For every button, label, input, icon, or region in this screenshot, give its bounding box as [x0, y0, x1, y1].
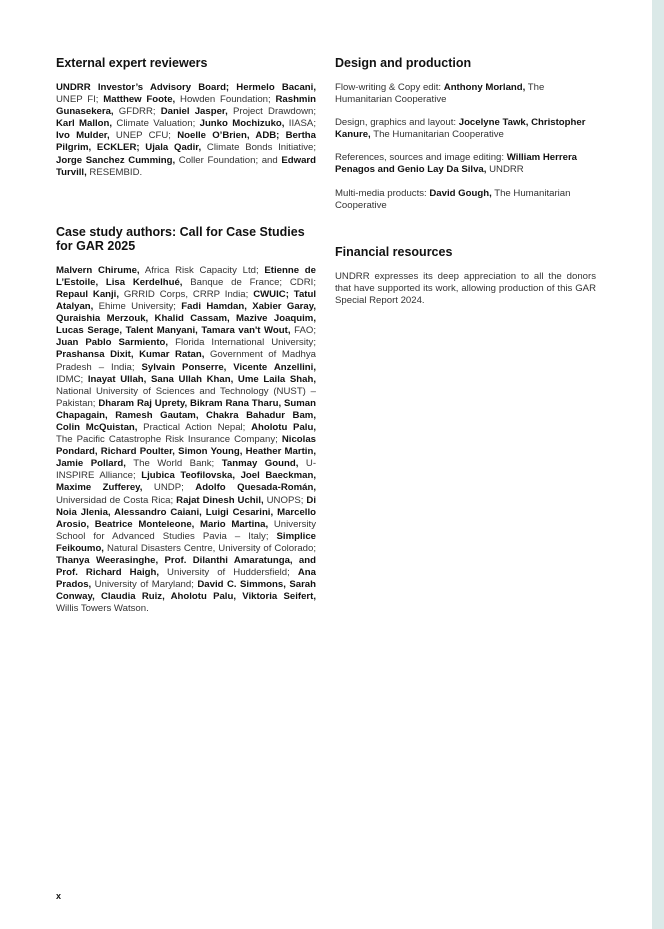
external-reviewers-text	[56, 82, 316, 179]
contributor-names: Matthew Foote,	[103, 94, 176, 106]
contributor-names: Jorge Sanchez Cumming,	[56, 154, 176, 166]
contributor-affiliation: Practical Action Nepal;	[137, 421, 252, 433]
contributor-names: Junko Mochizuko,	[199, 118, 285, 130]
external-reviewers-section	[56, 56, 316, 179]
contributor-names: Ana Prados,	[56, 567, 316, 591]
right-column	[335, 56, 596, 307]
contributor-affiliation: GRRID Corps, CRRP India;	[119, 288, 254, 300]
contributor-names: CWUIC; Tatul Atalyan,	[56, 288, 316, 313]
contributor-affiliation: UNEP CFU;	[109, 130, 178, 142]
contributor-names: Fadi Hamdan, Xabier Garay, Quraishia Merzouk, Khalid Cassam, Mazive Joaquim, Lucas Serage, Talent Manyani, Tamara van't Wout,	[56, 301, 317, 337]
contributor-names: Karl Mallon,	[56, 118, 113, 130]
contributor-affiliation: University of Huddersfield;	[159, 567, 298, 579]
external-reviewers-heading: External expert reviewers	[56, 56, 208, 70]
design-section	[335, 56, 596, 212]
contributor-names: Daniel Jasper,	[160, 106, 228, 118]
contributor-affiliation: Climate Bonds Initiative;	[201, 142, 316, 154]
financial-heading: Financial resources	[335, 244, 453, 259]
contributor-affiliation: UNOPS;	[263, 494, 307, 506]
contributor-names: Sylvain Ponserre, Vicente Anzellini,	[141, 361, 316, 373]
design-item	[335, 188, 596, 212]
contributor-names: Adolfo Quesada-Román,	[195, 482, 317, 494]
design-affil: The Humanitarian Cooperative	[335, 187, 571, 211]
contributor-names: Aholotu Palu,	[251, 421, 316, 433]
contributor-affiliation: Florida International University;	[168, 337, 316, 349]
contributor-affiliation: FAO;	[290, 325, 316, 337]
contributor-affiliation: The World Bank;	[125, 458, 222, 470]
contributor-names: UNDRR Investor’s Advisory Board; Hermelo Bacani,	[56, 82, 316, 93]
design-item	[335, 117, 596, 141]
design-role: Multi-media products:	[335, 187, 430, 199]
design-names: Jocelyne Tawk, Christopher Kanure,	[335, 117, 586, 141]
design-item	[335, 152, 596, 176]
contributor-affiliation: Willis Towers Watson.	[56, 603, 149, 615]
contributor-names: Rajat Dinesh Uchil,	[176, 494, 264, 506]
contributor-affiliation: Ehime University;	[93, 301, 182, 313]
contributor-affiliation: IIASA;	[284, 118, 316, 130]
case-study-heading: Case study authors: Call for Case Studies for GAR 2025	[56, 224, 305, 253]
design-heading: Design and production	[335, 56, 472, 70]
contributor-affiliation: U-INSPIRE Alliance;	[56, 458, 317, 482]
contributor-names: Di Noia Jlenia, Alessandro Caiani, Luigi Cesarini, Marcello Arosio, Beatrice Monteleone, Mario Martina,	[56, 494, 316, 530]
contributor-names: Thanya Weerasinghe, Prof. Dilanthi Amaratunga, and Prof. Richard Haigh,	[56, 555, 316, 579]
contributor-names: Prashansa Dixit, Kumar Ratan,	[56, 349, 205, 361]
contributor-affiliation: University School for Advanced Studies Pavia – Italy;	[56, 518, 316, 542]
contributor-names: Edward Turvill,	[56, 154, 316, 178]
design-names: William Herrera Penagos and Genio Lay Da Silva,	[335, 152, 578, 176]
contributor-affiliation: UNDP;	[142, 482, 196, 494]
contributor-names: David C. Simmons, Sarah Conway, Claudia Ruiz, Aholotu Palu, Viktoria Seifert,	[56, 579, 316, 603]
design-names: Anthony Morland,	[443, 82, 526, 93]
contributor-names: Tanmay Gound,	[221, 458, 299, 470]
contributor-affiliation: Government of Madhya Pradesh – India;	[56, 349, 316, 373]
design-item	[335, 82, 596, 106]
design-affil: The Humanitarian Cooperative	[370, 129, 504, 141]
contributor-names: Inayat Ullah, Sana Ullah Khan, Ume Laila Shah,	[87, 373, 316, 385]
design-role: References, sources and image editing:	[335, 152, 507, 164]
financial-section	[335, 245, 596, 307]
contributor-names: Malvern Chirume,	[56, 264, 140, 276]
design-affil: UNDRR	[486, 164, 524, 176]
contributor-affiliation: Banque de France; CDRI;	[182, 276, 316, 288]
contributor-affiliation: Natural Disasters Centre, University of Colorado;	[103, 542, 316, 554]
contributor-affiliation: University of Maryland;	[91, 579, 198, 591]
contributor-affiliation: Africa Risk Capacity Ltd;	[139, 264, 265, 276]
contributor-names: Rashmin Gunasekera,	[56, 94, 316, 118]
contributor-names: Repaul Kanji,	[56, 288, 120, 300]
design-role: Flow-writing & Copy edit:	[335, 82, 444, 93]
contributor-names: Ivo Mulder,	[56, 130, 110, 142]
left-column	[56, 56, 316, 625]
contributor-names: Dharam Raj Uprety, Bikram Rana Tharu, Suman Chapagain, Ramesh Gautam, Chakra Bahadur Bam, Colin McQuistan,	[56, 397, 316, 433]
case-study-section	[56, 225, 316, 616]
contributor-affiliation: Universidad de Costa Rica;	[56, 494, 177, 506]
design-names: David Gough,	[429, 187, 492, 199]
contributor-names: Noelle O’Brien, ADB; Bertha Pilgrim, ECKLER; Ujala Qadir,	[56, 130, 316, 154]
contributor-affiliation: Howden Foundation;	[175, 94, 276, 106]
contributor-affiliation: UNEP FI;	[56, 94, 104, 106]
contributor-names: Nicolas Pondard, Richard Poulter, Simon Young, Heather Martin, Jamie Pollard,	[56, 434, 316, 470]
contributor-names: Juan Pablo Sarmiento,	[56, 337, 169, 349]
contributor-affiliation: IDMC;	[56, 373, 88, 385]
case-study-text	[56, 265, 316, 616]
contributor-affiliation: Climate Valuation;	[112, 118, 200, 130]
side-stripe	[652, 0, 664, 929]
contributor-names: Etienne de L’Estoile, Lisa Kerdelhué,	[56, 264, 316, 288]
contributor-names: Ljubica Teofilovska, Joel Baeckman, Maxime Zufferey,	[56, 470, 316, 494]
design-affil: The Humanitarian Cooperative	[335, 82, 545, 106]
contributor-names: Simplice Feikoumo,	[56, 530, 316, 554]
contributor-affiliation: RESEMBID.	[86, 166, 143, 178]
contributor-affiliation: GFDRR;	[113, 106, 161, 118]
contributor-affiliation: National University of Sciences and Technology (NUST) – Pakistan;	[56, 385, 316, 409]
contributor-affiliation: The Pacific Catastrophe Risk Insurance Company;	[56, 434, 282, 446]
contributor-affiliation: Project Drawdown;	[227, 106, 316, 118]
design-role: Design, graphics and layout:	[335, 117, 459, 129]
contributor-affiliation: Coller Foundation; and	[175, 154, 282, 166]
page-number: x	[56, 891, 62, 901]
financial-text: UNDRR expresses its deep appreciation to all the donors that have supported its work, allowing production of this GAR Special Report 2024.	[335, 270, 596, 306]
